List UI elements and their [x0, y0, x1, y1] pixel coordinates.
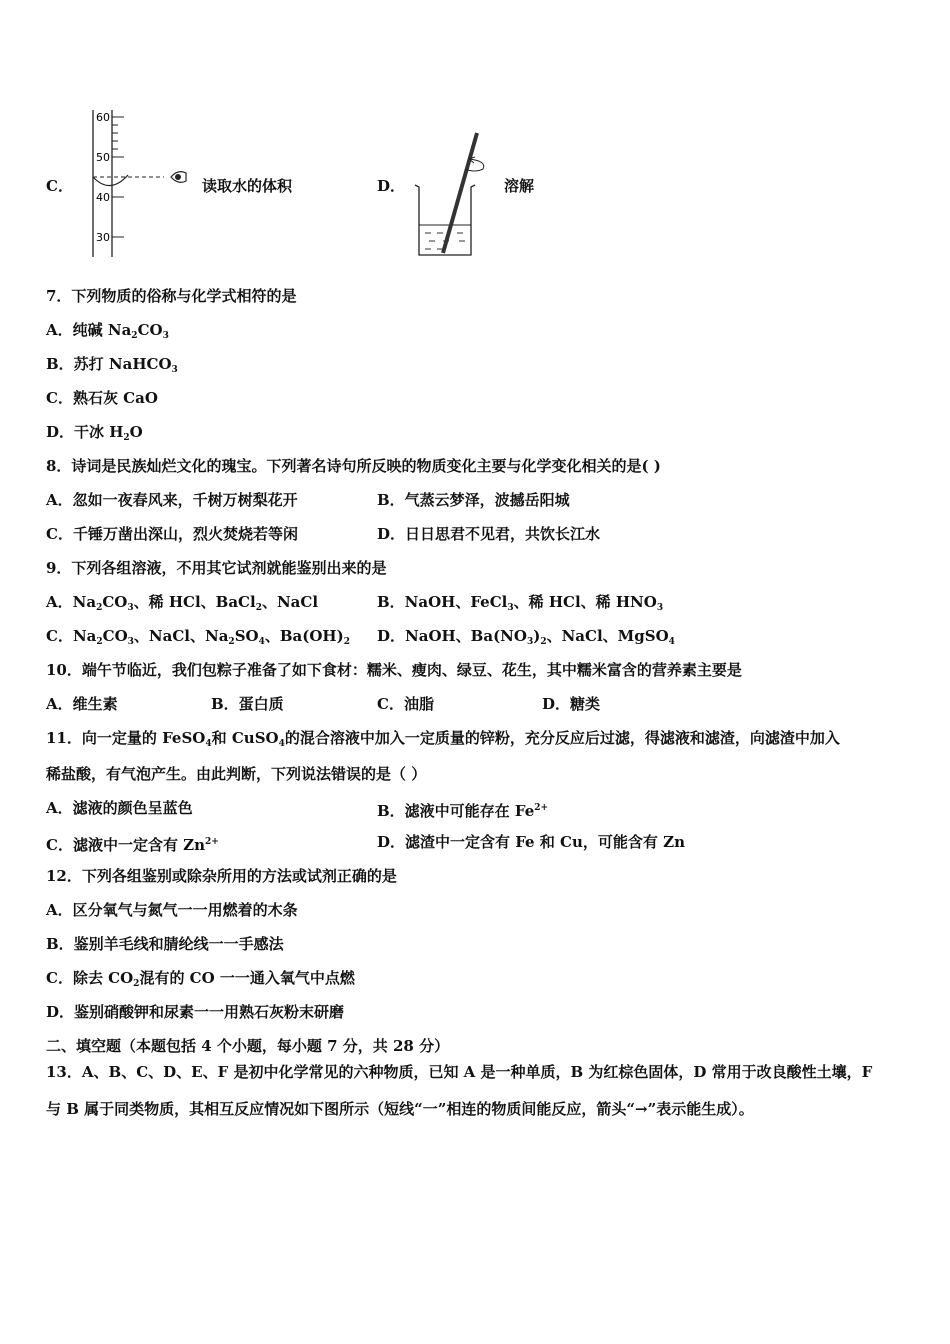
q8-option-c: C．千锤万凿出深山，烈火焚烧若等闲 — [46, 525, 298, 543]
q10-option-d: D．糖类 — [542, 695, 601, 713]
section-heading: 二、填空题（本题包括 4 个小题，每小题 7 分，共 28 分） — [46, 1037, 450, 1055]
q12-option-a: A．区分氧气与氮气一一用燃着的木条 — [46, 901, 298, 919]
q7-option-b: B．苏打 NaHCO$_3$ — [46, 355, 178, 375]
q13-line2: 与 B 属于同类物质，其相互反应情况如下图所示（短线“一”相连的物质间能反应，箭头“→”表示能生成）。 — [46, 1100, 754, 1118]
q9-option-b: B．NaOH、FeCl$_3$、稀 HCl、稀 $HNO_3$ — [377, 593, 664, 613]
eye-icon — [171, 172, 186, 183]
tick-label: 30 — [96, 231, 110, 244]
q11-stem-line2: 稀盐酸，有气泡产生。由此判断，下列说法错误的是（ ） — [46, 765, 427, 783]
beaker-figure — [405, 125, 505, 260]
q8-option-a: A．忽如一夜春风来，千树万树梨花开 — [46, 491, 298, 509]
q7-stem: 7．下列物质的俗称与化学式相符的是 — [46, 287, 297, 305]
q12-option-d: D．鉴别硝酸钾和尿素一一用熟石灰粉末研磨 — [46, 1003, 345, 1021]
q10-option-b: B．蛋白质 — [211, 695, 284, 713]
option-d-caption: 溶解 — [504, 177, 535, 195]
q10-option-a: A．维生素 — [46, 695, 118, 713]
option-c-label: C． — [46, 177, 73, 195]
q9-option-c: C．$Na_2CO_3$、NaCl、$Na_2SO_4$、$Ba(OH)_2$ — [46, 627, 350, 647]
q8-stem: 8．诗词是民族灿烂文化的瑰宝。下列著名诗句所反映的物质变化主要与化学变化相关的是( ) — [46, 457, 661, 475]
q11-stem-line1: 11．向一定量的 FeSO$_4$和 CuSO$_4$的混合溶液中加入一定质量的锌粉，充分反应后过滤，得滤液和滤渣，向滤渣中加入 — [46, 729, 840, 749]
q7-option-d: D．干冰 $H_2O$ — [46, 423, 143, 443]
q12-option-b: B．鉴别羊毛线和腈纶线一一手感法 — [46, 935, 284, 953]
q8-option-d: D．日日思君不见君，共饮长江水 — [377, 525, 601, 543]
q10-option-c: C．油脂 — [377, 695, 434, 713]
q9-stem: 9．下列各组溶液，不用其它试剂就能鉴别出来的是 — [46, 559, 387, 577]
tick-label: 40 — [96, 191, 110, 204]
q7-option-a: A．纯碱 $Na_2CO_3$ — [46, 321, 169, 341]
q12-option-c: C．除去 $CO_2$混有的 CO 一一通入氧气中点燃 — [46, 969, 355, 989]
q12-stem: 12．下列各组鉴别或除杂所用的方法或试剂正确的是 — [46, 867, 397, 885]
q11-option-c: C．滤液中一定含有 $Zn^{2+}$ — [46, 836, 219, 854]
option-d-label: D． — [377, 177, 406, 195]
tick-label: 60 — [96, 111, 110, 124]
q11-option-d: D．滤渣中一定含有 Fe 和 Cu，可能含有 Zn — [377, 833, 685, 851]
q9-option-d: D．NaOH、$Ba(NO_3)_2$、NaCl、MgSO$_4$ — [377, 627, 675, 647]
q11-option-a: A．滤液的颜色呈蓝色 — [46, 799, 193, 817]
graduated-cylinder-figure — [80, 105, 190, 265]
q7-option-c: C．熟石灰 CaO — [46, 389, 158, 407]
q11-option-b: B．滤液中可能存在 $Fe^{2+}$ — [377, 802, 549, 820]
tick-label: 50 — [96, 151, 110, 164]
option-c-caption: 读取水的体积 — [202, 177, 293, 195]
q8-option-b: B．气蒸云梦泽，波撼岳阳城 — [377, 491, 570, 509]
q10-stem: 10．端午节临近，我们包粽子准备了如下食材：糯米、瘦肉、绿豆、花生，其中糯米富含的营养素主要是 — [46, 661, 742, 679]
q9-option-a: A．$Na_2CO_3$、稀 HCl、BaCl$_2$、NaCl — [46, 593, 319, 613]
q13-line1: 13．A、B、C、D、E、F 是初中化学常见的六种物质，已知 A 是一种单质，B 为红棕色固体，D 常用于改良酸性土壤，F — [46, 1063, 873, 1081]
